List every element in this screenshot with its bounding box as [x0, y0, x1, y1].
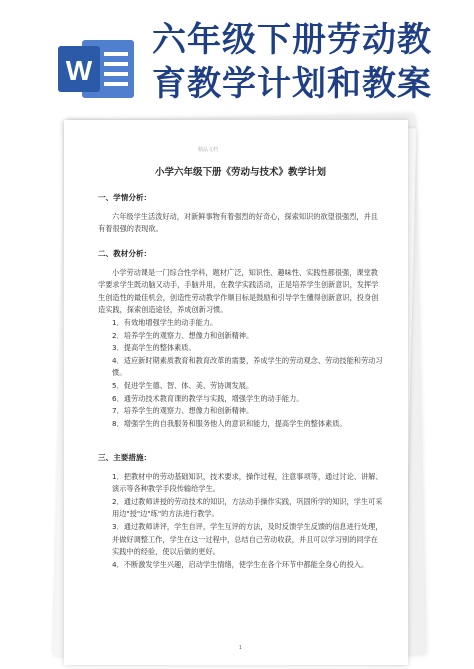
- paragraph: 小学劳动课是一门综合性学科，题材广泛，知识性、趣味性、实践性都很强，课堂教学要求学生既动脑又动手，手脑并用，在教学实践活动，正是培养学生创新意识，发挥学生创造性的最佳机会，创造性劳动教学作顺目标是鼓励和引导学生懂得创新意识，投身创造实践，探索创造途径，养成创新习惯。: [98, 267, 379, 315]
- list-item: 5．促进学生德、智、体、美、劳协调发展。: [112, 380, 254, 390]
- list-item: 4．适应新时期素质教育和教育改革的需要，养成学生的劳动观念、劳动技能和劳动习惯。: [112, 355, 383, 378]
- section-heading: 三、主要措施：: [98, 453, 152, 462]
- list-item: 1．把教材中的劳动基础知识，技术要求，操作过程，注意事项等，通过讨论、讲解、演示等各种教学手段传输给学生。: [112, 471, 383, 494]
- page-header-mark: 精品文档: [198, 147, 219, 153]
- word-icon-letter: W: [65, 55, 93, 86]
- page-number: 1: [238, 645, 243, 651]
- list-item: 2．培养学生的观察力、想像力和创新精神。: [112, 330, 254, 340]
- document-title: 小学六年级下册《劳动与技术》教学计划: [154, 167, 326, 178]
- list-item: 1．有效地增强学生的动手能力。: [112, 317, 218, 327]
- section-learning-analysis: [98, 192, 383, 236]
- banner-title-line-2: 育教学计划和教案: [152, 64, 432, 104]
- paragraph: 六年级学生活泼好动，对新鲜事物有着强烈的好奇心，探索知识的欲望很强烈，并且有着很强的表现欲。: [98, 211, 378, 234]
- list-item: 7．培养学生的观察力、想像力和创新精神。: [112, 406, 254, 416]
- section-main-measures: [98, 452, 383, 571]
- list-item: 3．提高学生的整体素质。: [112, 343, 196, 353]
- banner-title: [152, 18, 464, 106]
- list-item: 2．通过教师讲授的劳动技术的知识，方法动手操作实践，巩固所学的知识，学生可采用边"授"边"练"的方法进行教学。: [112, 496, 383, 519]
- banner: [0, 0, 474, 115]
- list-item: 3．通过教师讲评，学生自评，学生互评的方法，及时反馈学生反馈的信息进行处理，并做好调整工作，学生在这一过程中，总结自己劳动收获，并且可以学习别的同学在实践中的经验，使以后做的更好。: [112, 521, 383, 557]
- list-item: 6．通劳动技术教育课的教学与实践，增强学生的动手能力。: [112, 393, 304, 403]
- section-heading: 一、学情分析：: [98, 193, 152, 202]
- word-document-icon: [58, 36, 138, 102]
- banner-title-line-1: 六年级下册劳动教: [152, 20, 432, 60]
- list-item: 8．增强学生的自我服务和服务他人的意识和能力，提高学生的整体素质。: [112, 418, 347, 428]
- document-page: [64, 120, 408, 665]
- section-textbook-analysis: [98, 248, 383, 430]
- list-item: 4．不断激发学生兴趣，启动学生情绪，使学生在各个环节中都能全身心的投入。: [112, 559, 369, 569]
- section-heading: 二、教材分析：: [98, 249, 152, 258]
